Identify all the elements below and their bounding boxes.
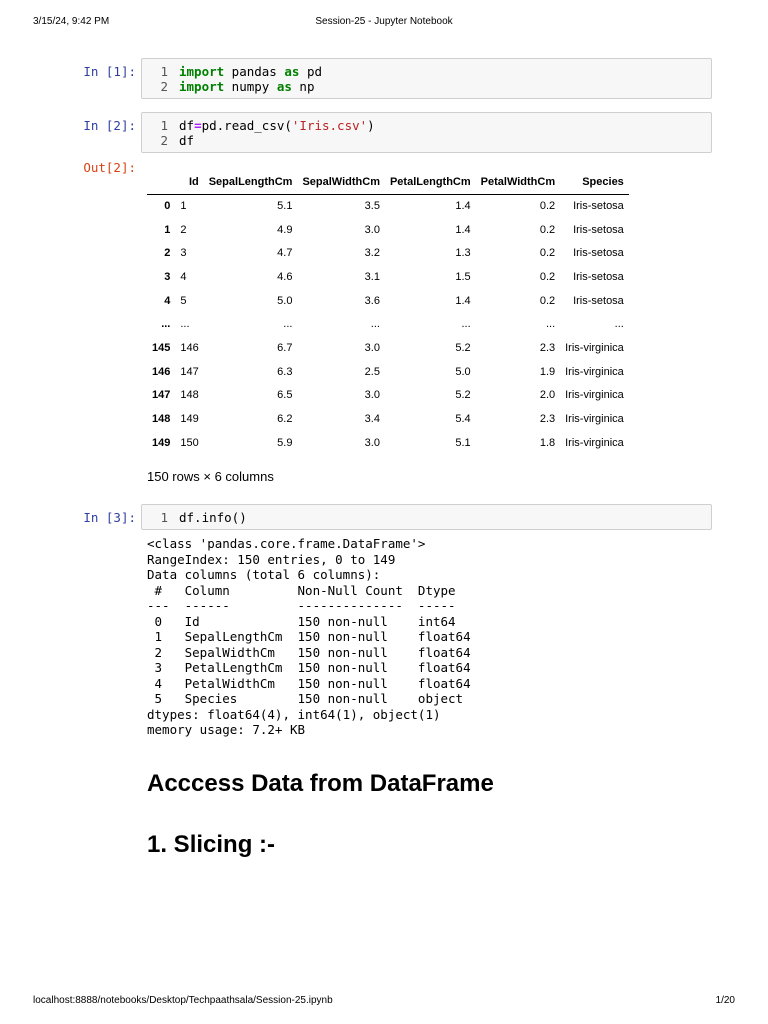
table-cell: 3.2 — [364, 247, 380, 260]
output-line: # Column Non-Null Count Dtype — [147, 582, 471, 598]
table-row — [147, 336, 629, 360]
row-index: 146 — [152, 365, 171, 378]
table-header-row — [147, 170, 629, 194]
dataframe-shape-note: 150 rows × 6 columns — [147, 469, 274, 484]
output-line: 1 SepalLengthCm 150 non-null float64 — [147, 629, 471, 644]
table-cell: 3.6 — [364, 294, 380, 307]
table-row — [147, 431, 629, 455]
code-text: df — [179, 133, 195, 148]
table-cell: 3.1 — [364, 270, 380, 283]
table-cell: 3.0 — [364, 223, 380, 236]
table-row — [147, 218, 629, 242]
print-footer — [33, 995, 735, 1009]
table-cell: 2.3 — [539, 413, 556, 426]
code-line — [142, 64, 711, 79]
table-cell: 5.0 — [277, 294, 293, 307]
output-line: 2 SepalWidthCm 150 non-null float64 — [147, 644, 471, 660]
cell-3-prompt: In [3]: — [83, 510, 136, 525]
row-index: 149 — [152, 436, 171, 449]
print-url: localhost:8888/notebooks/Desktop/Techpaathsala/Session-25.ipynb — [33, 995, 333, 1006]
table-cell: 5 — [180, 294, 187, 307]
output-line: --- ------ -------------- ----- — [147, 598, 471, 613]
row-index: ... — [161, 318, 171, 331]
table-cell: 1.4 — [455, 294, 471, 307]
print-datetime: 3/15/24, 9:42 PM — [33, 16, 110, 27]
table-cell: 6.5 — [277, 389, 293, 402]
code-line — [142, 118, 711, 133]
table-cell: 0.2 — [539, 247, 556, 260]
cell-2-input[interactable] — [141, 112, 712, 153]
table-cell: 1.8 — [539, 436, 556, 449]
keyword: import — [179, 79, 225, 94]
table-cell: 0.2 — [539, 223, 556, 236]
table-cell: 1 — [180, 200, 187, 213]
table-cell: 3.0 — [364, 389, 380, 402]
table-cell: 3.5 — [364, 200, 380, 213]
output-line: 0 Id 150 non-null int64 — [147, 613, 471, 629]
column-header — [147, 170, 175, 194]
dataframe-table — [147, 170, 629, 455]
table-cell: 5.2 — [455, 389, 471, 402]
table-cell: 0.2 — [539, 270, 556, 283]
table-cell: Iris-virginica — [565, 365, 624, 378]
output-line: 5 Species 150 non-null object — [147, 691, 471, 706]
table-cell: 6.2 — [277, 413, 293, 426]
table-cell: 1.3 — [455, 247, 471, 260]
row-index: 1 — [164, 223, 171, 236]
cell-2-prompt: In [2]: — [83, 118, 136, 133]
line-number: 2 — [160, 133, 168, 148]
table-cell: 150 — [180, 436, 199, 449]
table-row — [147, 312, 629, 336]
output-line: Data columns (total 6 columns): — [147, 567, 381, 582]
row-index: 0 — [164, 200, 171, 213]
table-cell: 2.5 — [364, 365, 380, 378]
keyword: as — [284, 64, 300, 79]
table-cell: 148 — [180, 389, 199, 402]
output-line: dtypes: float64(4), int64(1), object(1) — [147, 706, 441, 722]
table-cell: 3.4 — [364, 413, 380, 426]
table-cell: Iris-virginica — [565, 341, 624, 354]
cell-3-output — [147, 536, 471, 738]
code-text: pd.read_csv( — [201, 118, 292, 133]
table-cell: 1.4 — [455, 200, 471, 213]
row-index: 3 — [164, 270, 171, 283]
table-cell: ... — [283, 318, 293, 331]
table-cell: Iris-setosa — [573, 294, 624, 307]
table-cell: ... — [180, 318, 190, 331]
cell-2-output-prompt: Out[2]: — [83, 160, 136, 175]
row-index: 4 — [164, 294, 171, 307]
table-cell: Iris-virginica — [565, 389, 624, 402]
output-line: <class 'pandas.core.frame.DataFrame'> — [147, 536, 426, 551]
table-cell: 0.2 — [539, 200, 556, 213]
table-cell: 4.7 — [277, 247, 293, 260]
code-text: np — [291, 79, 315, 94]
table-cell: 4.9 — [277, 223, 293, 236]
output-line: 4 PetalWidthCm 150 non-null float64 — [147, 675, 471, 691]
print-title: Session-25 - Jupyter Notebook — [315, 16, 453, 27]
table-row — [147, 360, 629, 384]
table-cell: Iris-setosa — [573, 270, 624, 283]
keyword: import — [179, 64, 225, 79]
table-cell: 146 — [180, 341, 199, 354]
column-header: SepalWidthCm — [297, 170, 385, 194]
table-cell: 5.1 — [277, 200, 293, 213]
table-row — [147, 407, 629, 431]
table-cell: Iris-setosa — [573, 247, 624, 260]
table-cell: 1.9 — [539, 365, 556, 378]
table-cell: Iris-virginica — [565, 413, 624, 426]
code-text: df — [179, 118, 195, 133]
table-cell: 5.1 — [455, 436, 471, 449]
cell-1-prompt: In [1]: — [83, 64, 136, 79]
column-header: Species — [560, 170, 629, 194]
table-cell: 2.0 — [539, 389, 556, 402]
table-cell: 4.6 — [277, 270, 293, 283]
table-cell: ... — [614, 318, 624, 331]
table-cell: Iris-setosa — [573, 223, 624, 236]
table-cell: 1.4 — [455, 223, 471, 236]
column-header: SepalLengthCm — [204, 170, 298, 194]
keyword: as — [276, 79, 292, 94]
table-cell: 149 — [180, 413, 199, 426]
table-cell: 5.2 — [455, 341, 471, 354]
line-number: 1 — [160, 118, 168, 133]
table-cell: 6.3 — [277, 365, 293, 378]
output-line: memory usage: 7.2+ KB — [147, 722, 306, 737]
print-page-number: 1/20 — [715, 995, 735, 1006]
row-index: 148 — [152, 413, 171, 426]
code-text: pd — [299, 64, 323, 79]
markdown-heading-access-data: Acccess Data from DataFrame — [147, 770, 494, 797]
table-cell: ... — [545, 318, 556, 331]
output-line: RangeIndex: 150 entries, 0 to 149 — [147, 551, 396, 567]
row-index: 2 — [164, 247, 171, 260]
table-cell: 147 — [180, 365, 199, 378]
table-cell: Iris-setosa — [573, 200, 624, 213]
table-cell: 4 — [180, 270, 187, 283]
table-cell: 5.0 — [455, 365, 471, 378]
table-cell: 1.5 — [455, 270, 471, 283]
line-number: 2 — [160, 79, 168, 94]
code-text: numpy — [224, 79, 277, 94]
line-number: 1 — [160, 64, 168, 79]
column-header: Id — [175, 170, 203, 194]
markdown-heading-slicing: 1. Slicing :- — [147, 831, 276, 858]
table-row — [147, 194, 629, 218]
code-line — [142, 510, 711, 525]
row-index: 147 — [152, 389, 171, 402]
column-header: PetalWidthCm — [476, 170, 560, 194]
cell-1-input[interactable] — [141, 58, 712, 99]
table-cell: 0.2 — [539, 294, 556, 307]
code-text: pandas — [224, 64, 285, 79]
table-row — [147, 241, 629, 265]
table-cell: 3 — [180, 247, 187, 260]
row-index: 145 — [152, 341, 171, 354]
table-cell: Iris-virginica — [565, 436, 624, 449]
print-header — [33, 16, 735, 30]
output-line: 3 PetalLengthCm 150 non-null float64 — [147, 660, 471, 675]
code-line — [142, 133, 711, 148]
table-cell: 2.3 — [539, 341, 556, 354]
table-cell: 5.9 — [277, 436, 293, 449]
string-literal: 'Iris.csv' — [291, 118, 368, 133]
table-cell: 3.0 — [364, 436, 380, 449]
operator: = — [194, 118, 202, 133]
code-text: df.info() — [179, 510, 247, 525]
line-number: 1 — [160, 510, 168, 525]
code-text: ) — [367, 118, 375, 133]
table-row — [147, 384, 629, 408]
table-cell: 6.7 — [277, 341, 293, 354]
table-cell: ... — [461, 318, 471, 331]
table-row — [147, 289, 629, 313]
code-line — [142, 79, 711, 94]
table-cell: 2 — [180, 223, 187, 236]
column-header: PetalLengthCm — [385, 170, 476, 194]
table-cell: ... — [370, 318, 380, 331]
table-cell: 3.0 — [364, 341, 380, 354]
cell-3-input[interactable] — [141, 504, 712, 530]
table-row — [147, 265, 629, 289]
table-cell: 5.4 — [455, 413, 471, 426]
